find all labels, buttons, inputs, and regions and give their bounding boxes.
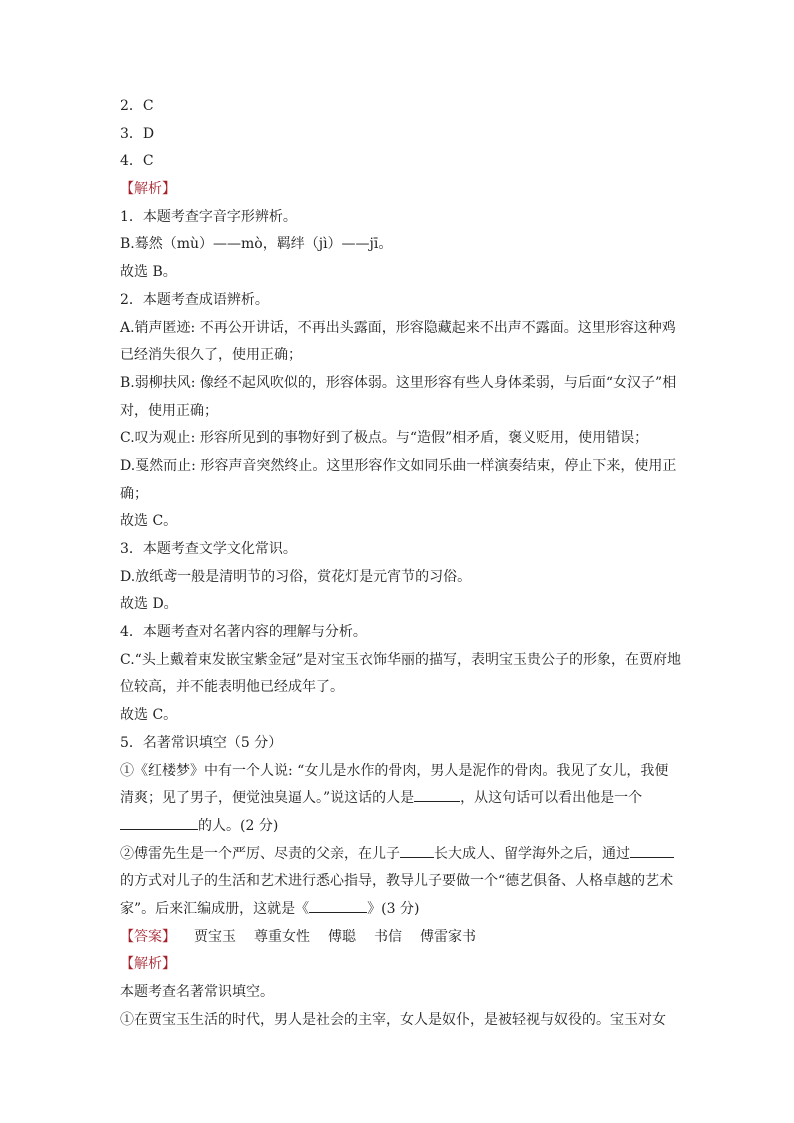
blank-character-trait[interactable] [120, 815, 198, 830]
answer-item: 傅雷家书 [420, 928, 476, 945]
q2-option-a-line1: A.销声匿迹: 不再公开讲话，不再出头露面，形容隐藏起来不出声不露面。这里形容这种鸡 [120, 319, 676, 336]
blank-book-title[interactable] [309, 898, 367, 913]
q3-option-d: D.放纸鸢一般是清明节的习俗，赏花灯是元宵节的习俗。 [120, 568, 472, 585]
answer-label: 【答案】 [120, 928, 176, 945]
q1-option-b: B.蓦然（mù）——mò，羁绊（jì）——jī。 [120, 236, 393, 253]
answer-item: 尊重女性 [254, 928, 310, 945]
blank-speaker[interactable] [414, 787, 460, 802]
q5-part2-line1-b: 长大成人、留学海外之后，通过 [434, 845, 630, 862]
q5-part1-line3-text: 的人。(2 分) [198, 817, 279, 834]
q5-part1-line3 [120, 813, 680, 841]
q5-analysis-line1: ①在贾宝玉生活的时代，男人是社会的主宰，女人是奴仆，是被轻视与奴役的。宝玉对女 [120, 1011, 666, 1028]
q2-option-d-line2: 确； [120, 485, 148, 502]
q5-part2-line1-a: ②傅雷先生是一个严厉、尽责的父亲，在儿子 [120, 845, 400, 862]
q2-option-a-line2: 已经消失很久了，使用正确； [120, 347, 302, 364]
q4-title: 4．本题考查对名著内容的理解与分析。 [120, 624, 367, 641]
q2-option-b-line1: B.弱柳扶风: 像经不起风吹似的，形容体弱。这里形容有些人身体柔弱，与后面“女汉子”相 [120, 374, 677, 391]
q4-choice: 故选 C。 [120, 707, 178, 724]
blank-method[interactable] [630, 843, 674, 858]
q5-part2-line2: 的方式对儿子的生活和艺术进行悉心指导，教导儿子要做一个“德艺俱备、人格卓越的艺术 [120, 873, 674, 890]
q5-part2-line3-a: 家”。后来汇编成册，这就是《 [120, 900, 310, 917]
q5-part1-line1: ①《红楼梦》中有一个人说: “女儿是水作的骨肉，男人是泥作的骨肉。我见了女儿，我便 [120, 762, 669, 779]
q5-part2-line3-b: 》(3 分) [367, 900, 420, 917]
analysis-label: 【解析】 [120, 181, 176, 198]
q3-choice: 故选 D。 [120, 596, 178, 613]
q5-part2-line1 [120, 841, 680, 869]
answer-item: 书信 [374, 928, 402, 945]
blank-son-name[interactable] [400, 843, 434, 858]
q5-analysis-title: 本题考查名著常识填空。 [120, 984, 274, 1000]
q5-answer-row [120, 924, 680, 952]
document-page [120, 93, 680, 1034]
q5-part1-line2-a: 清爽；见了男子，便觉浊臭逼人。”说这话的人是 [120, 790, 415, 807]
q2-option-b-line2: 对，使用正确； [120, 402, 218, 419]
q5-part2-line3 [120, 896, 680, 924]
q2-option-c: C.叹为观止: 形容所见到的事物好到了极点。与“造假”相矛盾，褒义贬用，使用错误； [120, 430, 649, 447]
q2-option-d-line1: D.戛然而止: 形容声音突然终止。这里形容作文如同乐曲一样演奏结束，停止下来，使用正 [120, 457, 677, 474]
q2-title: 2．本题考查成语辨析。 [120, 291, 269, 308]
q4-option-c-line2: 位较高，并不能表明他已经成年了。 [120, 679, 344, 696]
answer-2: 2．C [120, 98, 154, 114]
answer-3: 3．D [120, 125, 155, 142]
q5-part1-line2 [120, 785, 680, 813]
q5-part1-line2-b: ，从这句话可以看出他是一个 [460, 790, 643, 807]
q4-option-c-line1: C.“头上戴着束发嵌宝紫金冠”是对宝玉衣饰华丽的描写，表明宝玉贵公子的形象，在贾府地 [120, 651, 681, 668]
answer-item: 贾宝玉 [194, 928, 236, 945]
answer-item: 傅聪 [328, 928, 356, 945]
q5-analysis-label: 【解析】 [120, 956, 176, 973]
answer-4: 4．C [120, 153, 154, 170]
q5-title: 5．名著常识填空（5 分） [120, 734, 283, 751]
q3-title: 3．本题考查文学文化常识。 [120, 541, 297, 557]
q1-title: 1．本题考查字音字形辨析。 [120, 208, 297, 225]
q1-choice: 故选 B。 [120, 264, 177, 281]
q2-choice: 故选 C。 [120, 513, 178, 530]
